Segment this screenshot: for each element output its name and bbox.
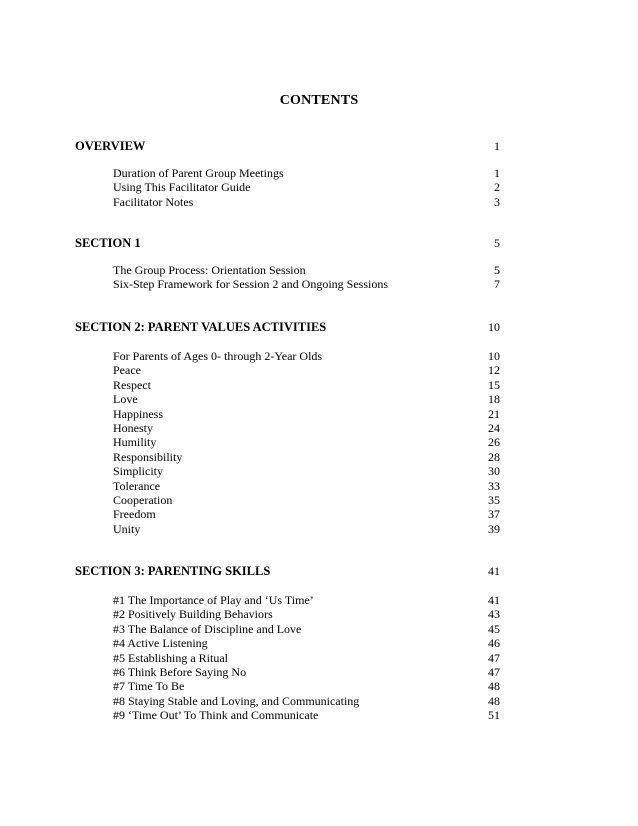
section-heading xyxy=(0,139,638,153)
toc-entry xyxy=(0,622,638,636)
toc-entry-page: 18 xyxy=(488,392,500,407)
toc-entry-label: #8 Staying Stable and Loving, and Communicating xyxy=(113,693,360,708)
toc-entry-page: 41 xyxy=(488,593,500,607)
toc-entry-page: 39 xyxy=(488,521,500,536)
toc-entry xyxy=(0,263,638,277)
toc-entry-page: 48 xyxy=(488,679,500,694)
toc-entry-page: 37 xyxy=(488,507,500,522)
toc-entry-page: 47 xyxy=(488,650,500,665)
toc-entry-label: #9 ‘Time Out’ To Think and Communicate xyxy=(113,708,319,723)
toc-entry-label: Using This Facilitator Guide xyxy=(113,180,251,195)
toc-entry-page: 1 xyxy=(494,166,500,180)
toc-entry-label: Happiness xyxy=(113,406,163,421)
toc-entry xyxy=(0,407,638,421)
toc-entry xyxy=(0,180,638,194)
toc-entry xyxy=(0,694,638,708)
toc-entry-page: 3 xyxy=(494,194,500,209)
toc-entry-page: 2 xyxy=(494,180,500,195)
toc-entry-page: 15 xyxy=(488,377,500,392)
toc-entry-page: 46 xyxy=(488,636,500,651)
section-heading xyxy=(0,564,638,578)
section-heading-page: 5 xyxy=(494,236,500,250)
toc-entry-page: 5 xyxy=(494,263,500,277)
toc-entry-label: Simplicity xyxy=(113,464,164,479)
toc-entry-label: Six-Step Framework for Session 2 and Ongoing Sessions xyxy=(113,277,388,292)
toc-entry-label: Tolerance xyxy=(113,478,161,493)
toc-entry-page: 10 xyxy=(488,349,500,363)
toc-entry-label: Freedom xyxy=(113,507,156,522)
toc-entry xyxy=(0,450,638,464)
toc-entry xyxy=(0,593,638,607)
toc-entry-label: Respect xyxy=(113,377,151,392)
toc-entry-page: 26 xyxy=(488,435,500,450)
toc-entry xyxy=(0,651,638,665)
toc-entry xyxy=(0,665,638,679)
toc-entry xyxy=(0,349,638,363)
toc-entry-label: Humility xyxy=(113,435,157,450)
section-heading-label: SECTION 3: PARENTING SKILLS xyxy=(75,564,271,578)
toc-entry-label: Unity xyxy=(113,521,141,536)
toc-entry xyxy=(0,708,638,722)
toc-entry-page: 21 xyxy=(488,406,500,421)
section-heading xyxy=(0,320,638,334)
toc-entry xyxy=(0,392,638,406)
toc-entry xyxy=(0,277,638,291)
toc-entry xyxy=(0,607,638,621)
toc-entry xyxy=(0,636,638,650)
toc-entry-page: 30 xyxy=(488,464,500,479)
toc-entry xyxy=(0,507,638,521)
toc-entry xyxy=(0,435,638,449)
toc-entry xyxy=(0,679,638,693)
toc-entry-page: 24 xyxy=(488,421,500,435)
toc-entry-page: 35 xyxy=(488,493,500,507)
toc-entry-label: #3 The Balance of Discipline and Love xyxy=(113,621,302,636)
toc-entry-label: Facilitator Notes xyxy=(113,194,194,209)
toc-entry-page: 12 xyxy=(488,363,500,378)
toc-entry xyxy=(0,479,638,493)
section-heading-page: 41 xyxy=(488,564,500,578)
toc-entry xyxy=(0,195,638,209)
toc-entry-label: For Parents of Ages 0- through 2-Year Olds xyxy=(113,349,323,363)
toc-entry-label: Responsibility xyxy=(113,449,183,464)
toc-entry-label: #7 Time To Be xyxy=(113,679,185,694)
toc-entry xyxy=(0,522,638,536)
section-heading xyxy=(0,236,638,250)
toc-entry-label: #6 Think Before Saying No xyxy=(113,665,247,679)
section-heading-label: OVERVIEW xyxy=(75,139,146,153)
toc-entry-page: 43 xyxy=(488,607,500,622)
toc-entry-label: #1 The Importance of Play and ‘Us Time’ xyxy=(113,593,314,607)
toc-entry-page: 47 xyxy=(488,665,500,679)
page-title: CONTENTS xyxy=(279,93,359,108)
section-heading-label: SECTION 2: PARENT VALUES ACTIVITIES xyxy=(75,320,327,334)
toc-entry-label: The Group Process: Orientation Session xyxy=(113,263,306,277)
toc-entry-label: #4 Active Listening xyxy=(113,636,208,651)
toc-entry-label: Duration of Parent Group Meetings xyxy=(113,166,284,180)
toc-entry xyxy=(0,363,638,377)
toc-entry-page: 7 xyxy=(494,277,500,292)
toc-entry xyxy=(0,421,638,435)
section-heading-page: 10 xyxy=(488,320,500,334)
toc-entry xyxy=(0,464,638,478)
toc-entry-label: #2 Positively Building Behaviors xyxy=(113,607,273,622)
toc-entry-page: 51 xyxy=(488,708,500,723)
toc-entry-page: 45 xyxy=(488,621,500,636)
toc-entry-label: Love xyxy=(113,392,138,407)
toc-entry xyxy=(0,378,638,392)
toc-entry-label: Honesty xyxy=(113,421,153,435)
toc-entry-page: 48 xyxy=(488,693,500,708)
toc-entry xyxy=(0,166,638,180)
toc-entry-page: 28 xyxy=(488,449,500,464)
toc-entry-label: Cooperation xyxy=(113,493,173,507)
section-heading-label: SECTION 1 xyxy=(75,236,141,250)
toc-entry-label: #5 Establishing a Ritual xyxy=(113,650,228,665)
toc-entry-label: Peace xyxy=(113,363,141,378)
toc-entry xyxy=(0,493,638,507)
toc-entry-page: 33 xyxy=(488,478,500,493)
section-heading-page: 1 xyxy=(494,139,500,153)
